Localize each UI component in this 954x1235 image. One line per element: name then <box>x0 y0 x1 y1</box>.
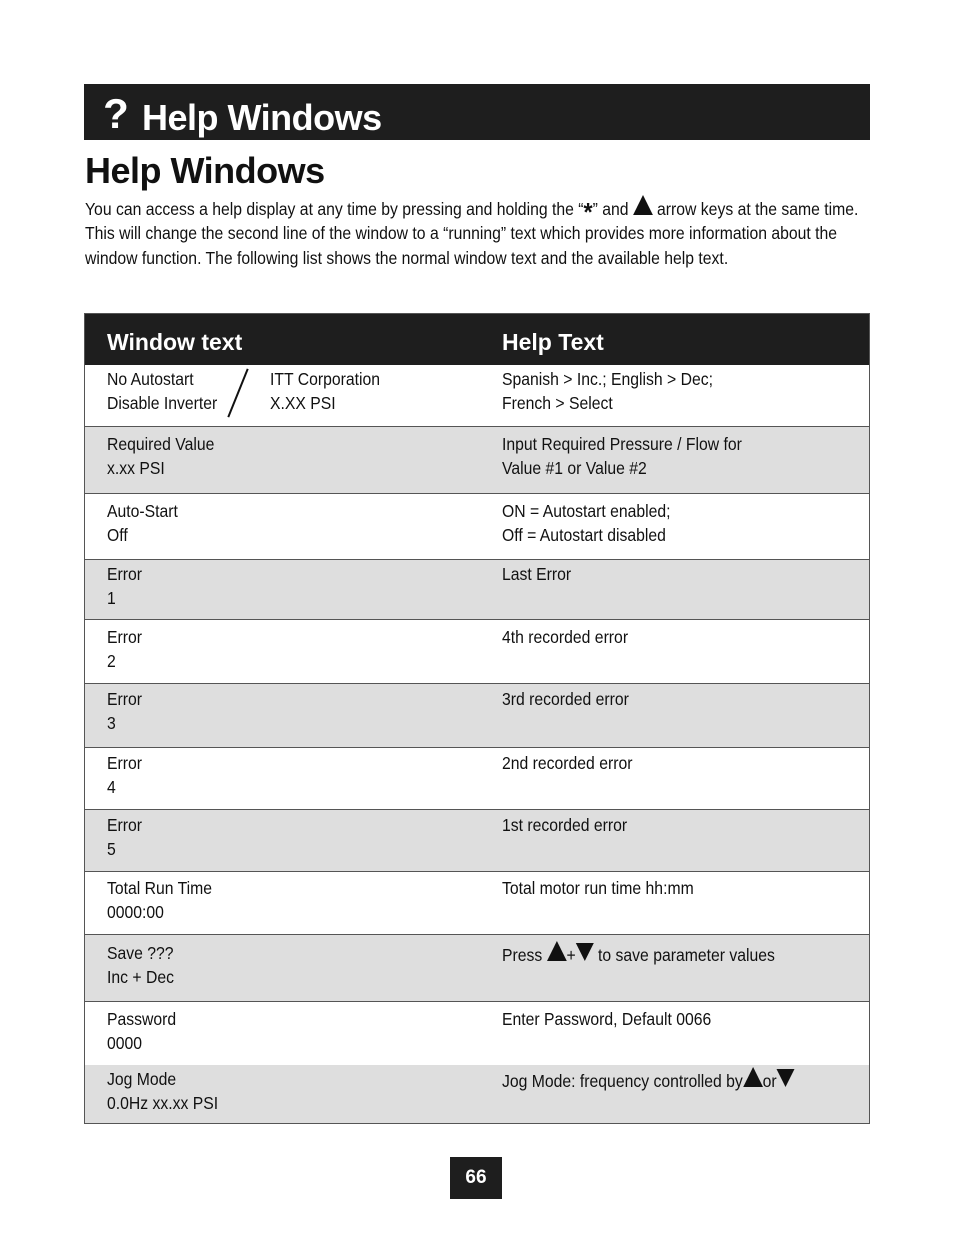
table-header <box>85 314 869 365</box>
window-text-cell <box>107 813 142 862</box>
help-text-fragment: or <box>762 1071 777 1091</box>
window-text-line: Error <box>107 753 143 773</box>
help-text-line: Value #1 or Value #2 <box>502 458 647 479</box>
help-text-line: Total motor run time hh:mm <box>502 878 694 898</box>
help-text-cell <box>502 1007 711 1031</box>
window-text-cell <box>107 1007 176 1056</box>
window-text-line: Jog Mode <box>107 1069 177 1089</box>
window-text-cell <box>107 687 142 736</box>
window-text-line: ITT Corporation <box>270 369 381 389</box>
window-text-line: Error <box>107 627 143 647</box>
slash-divider <box>227 369 248 418</box>
table-row <box>85 426 869 493</box>
help-text-line: ON = Autostart enabled; <box>502 501 671 521</box>
help-text-cell <box>502 876 694 900</box>
table-row <box>85 493 869 559</box>
help-text-line: Input Required Pressure / Flow for <box>502 434 742 454</box>
help-text-cell <box>502 432 742 481</box>
window-text-line: 0000:00 <box>107 902 164 923</box>
table-row <box>85 619 869 683</box>
help-text-fragment: to save parameter values <box>593 945 775 965</box>
window-text-cell <box>107 625 142 674</box>
window-text-line: 1 <box>107 588 116 609</box>
window-text-cell <box>107 751 142 800</box>
table-row <box>85 559 869 619</box>
help-text-line: 4th recorded error <box>502 627 629 647</box>
table-row <box>85 934 869 1001</box>
window-text-line: 0.0Hz xx.xx PSI <box>107 1093 219 1114</box>
table-row <box>85 1065 869 1123</box>
window-text-line: Error <box>107 689 143 709</box>
window-text-line: No Autostart <box>107 369 194 389</box>
window-text-line: X.XX PSI <box>270 393 336 414</box>
page-title: Help Windows <box>85 150 325 191</box>
window-text-line: Disable Inverter <box>107 393 218 414</box>
help-text-line: Spanish > Inc.; English > Dec; <box>502 369 714 389</box>
page-number: 66 <box>450 1157 502 1199</box>
window-text-cell <box>107 1067 218 1116</box>
window-text-line: Required Value <box>107 434 215 454</box>
header-window-text: Window text <box>107 329 243 355</box>
window-text-cell <box>107 562 142 611</box>
window-text-cell <box>107 876 212 925</box>
help-text-fragment: Jog Mode: frequency controlled by <box>502 1071 743 1091</box>
star-key-icon: * <box>583 197 593 227</box>
table-row <box>85 871 869 934</box>
window-text-line: 2 <box>107 651 116 672</box>
up-arrow-icon <box>547 941 567 961</box>
intro-text-3: arrow keys at the same time. This will change the second line of the window to a “running” text which provides more information about the window function. The following list shows the normal window text and the available help text. <box>85 199 859 268</box>
help-text-fragment: + <box>566 945 576 965</box>
window-text-line: Password <box>107 1009 177 1029</box>
intro-paragraph <box>85 195 877 270</box>
intro-text-2: ” and <box>592 199 633 219</box>
help-windows-table <box>84 313 870 1124</box>
window-text-line: 4 <box>107 777 116 798</box>
window-text-line: x.xx PSI <box>107 458 165 479</box>
section-header-bar <box>84 84 870 140</box>
help-text-cell <box>502 625 628 649</box>
table-row <box>85 683 869 747</box>
table-row <box>85 747 869 809</box>
help-text-line: Off = Autostart disabled <box>502 525 666 546</box>
window-text-cell <box>107 367 217 416</box>
window-text-line: Error <box>107 815 143 835</box>
help-text-cell <box>502 751 632 775</box>
help-text-cell <box>502 562 571 586</box>
window-text-cell <box>107 499 178 548</box>
table-row <box>85 809 869 871</box>
window-text-line: Total Run Time <box>107 878 213 898</box>
help-text-line: French > Select <box>502 393 613 414</box>
window-text-cell <box>107 432 214 481</box>
section-header-title: Help Windows <box>142 97 382 138</box>
help-text-line: 3rd recorded error <box>502 689 629 709</box>
window-text-line: Inc + Dec <box>107 967 174 988</box>
help-text-fragment: Press <box>502 945 547 965</box>
table-row <box>85 365 869 426</box>
help-text-cell <box>502 813 627 837</box>
window-text-line: Error <box>107 564 143 584</box>
question-mark-icon: ? <box>103 90 129 137</box>
window-text-line: 3 <box>107 713 116 734</box>
window-text-line: Auto-Start <box>107 501 178 521</box>
window-text-cell <box>107 941 174 990</box>
window-text-line: 0000 <box>107 1033 143 1054</box>
header-help-text: Help Text <box>502 329 604 355</box>
window-text-line: 5 <box>107 839 116 860</box>
up-arrow-icon <box>633 195 653 215</box>
intro-text-1: You can access a help display at any time by pressing and holding the “ <box>85 199 584 219</box>
down-arrow-icon <box>576 943 594 961</box>
help-text-line: 1st recorded error <box>502 815 628 835</box>
help-text-cell <box>502 1067 795 1093</box>
help-text-line: Last Error <box>502 564 572 584</box>
table-row <box>85 1001 869 1065</box>
up-arrow-icon <box>743 1067 763 1087</box>
help-text-cell <box>502 367 713 416</box>
help-text-line: Enter Password, Default 0066 <box>502 1009 712 1029</box>
window-text-line: Save ??? <box>107 943 174 963</box>
window-text-cell-alt <box>270 367 380 416</box>
help-text-cell <box>502 687 629 711</box>
down-arrow-icon <box>777 1069 795 1087</box>
help-text-cell <box>502 499 671 548</box>
help-text-line: 2nd recorded error <box>502 753 633 773</box>
help-text-cell <box>502 941 775 967</box>
window-text-line: Off <box>107 525 128 546</box>
